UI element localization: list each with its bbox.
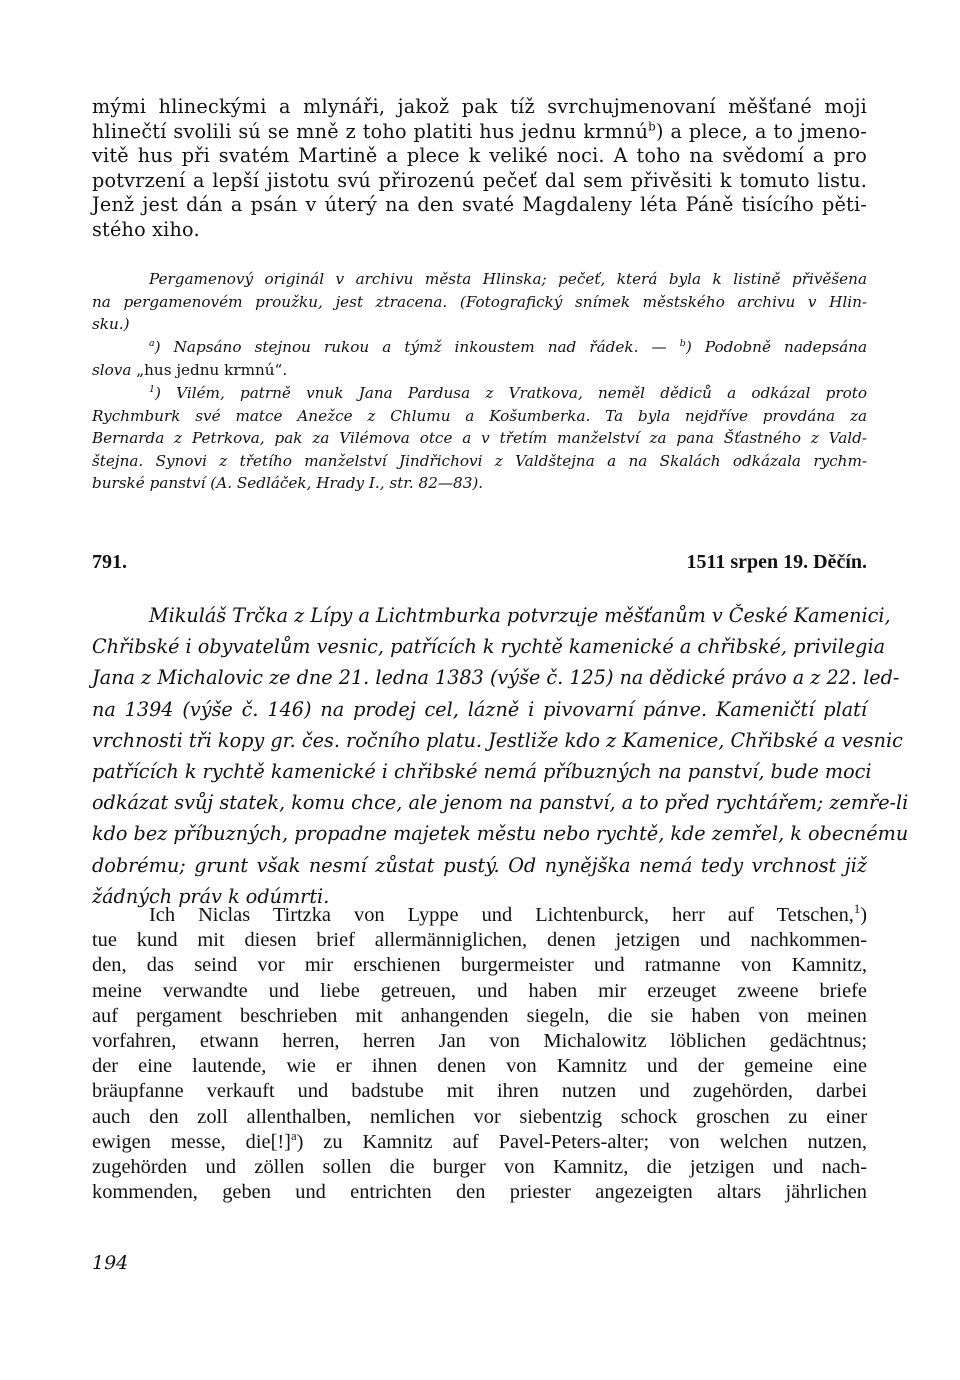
text-line: auf pergament beschrieben mit anhangenden siegeln, die sie haben von meinen xyxy=(92,1004,867,1027)
note-line: $^a$) Napsáno stejnou rukou a týmž inkoustem nad řádek. — $^b$) Podobně nadepsána xyxy=(149,337,867,356)
note-line: sku.) xyxy=(92,315,130,333)
text-line: bräupfanne verkauft und badstube mit ihren nutzen und zugehörden, darbei xyxy=(92,1080,867,1103)
note-line: na pergamenovém proužku, jest ztracena. (Fotografický snímek městského archivu v Hlin- xyxy=(92,292,867,311)
note-line: burské panství (A. Sedláček, Hrady I., str. 82—83). xyxy=(92,474,484,492)
document-number: 791. xyxy=(92,551,127,573)
footnote-mark: 1 xyxy=(853,902,861,917)
note-line: slova „hus jednu krmnú“. xyxy=(92,360,288,379)
note-line: Bernarda z Petrkova, pak za Vilémova otce a v třetím manželství za pana Šťastného z Vald- xyxy=(92,429,867,447)
text-line: ewigen messe, die[!]$^a$) zu Kamnitz auf Pavel-Peters-alter; von welchen nutzen, xyxy=(92,1129,867,1153)
footnote-mark: a xyxy=(290,1129,297,1144)
text-line: mými hlineckými a mlynáři, jakož pak tíž svrchujmenovaní měšťané moji xyxy=(92,95,867,118)
top-paragraph xyxy=(92,95,867,242)
regest-line: Jana z Michalovic ze dne 21. ledna 1383 (výše č. 125) na dědické právo a z 22. led- xyxy=(92,666,900,690)
regest-line: žádných práv k odúmrti. xyxy=(92,884,330,908)
footnote xyxy=(92,382,867,495)
regest xyxy=(92,600,909,912)
text-line: Ich Niclas Tirtzka von Lyppe und Lichtenburck, herr auf Tetschen,$^1$) xyxy=(149,902,867,926)
text-line: Jenž jest dán a psán v úterý na den svaté Magdaleny léta Páně tisícího pěti- xyxy=(92,193,867,216)
text-line: hlinečtí svolili sú se mně z toho platiti hus jednu krmnú$^b$) a plece, a to jmeno- xyxy=(92,119,867,143)
text-line: tue kund mit diesen brief allermänniglichen, denen jetzigen und nachkommen- xyxy=(92,929,867,952)
text-line: auch den zoll allenthalben, nemlichen vor siebentzig schock groschen zu einer xyxy=(92,1105,867,1128)
page-number: 194 xyxy=(92,1252,129,1274)
regest-line: odkázat svůj statek, komu chce, ale jenom na panství, a to před rychtářem; zemře-li xyxy=(92,791,909,815)
text-line: potvrzení a lepší jistotu svú přirozenú pečeť dal sem přivěsiti k tomuto listu. xyxy=(92,168,867,192)
german-text xyxy=(92,903,867,1205)
regest-line: Chřibské i obyvatelům vesnic, patřících k rychtě kamenické a chřibské, privilegia xyxy=(92,635,886,659)
text-line: vitě hus při svatém Martině a plece k veliké noci. A toho na svědomí a pro xyxy=(92,144,867,167)
document-date-place: 1511 srpen 19. Děčín. xyxy=(686,551,867,573)
text-line: der eine lautende, wie er ihnen denen von Kamnitz und der gemeine eine xyxy=(92,1055,867,1078)
textual-notes xyxy=(92,336,867,381)
note-mark: b xyxy=(679,337,686,349)
text-line: kommenden, geben und entrichten den priester angezeigten altars jährlichen xyxy=(92,1181,867,1204)
note-mark: a xyxy=(149,337,155,349)
regest-line: kdo bez příbuzných, propadne majetek městu nebo rychtě, kde zemřel, k obecnému xyxy=(92,822,909,846)
text-line: vorfahren, etwann herren, herren Jan von Michalowitz löblichen gedächtnus; xyxy=(92,1030,867,1053)
note-line: štejna. Synovi z třetího manželství Jindřichovi z Valdštejna a na Skalách odkázala rychm- xyxy=(92,451,867,470)
text-line: stého xiho. xyxy=(92,217,200,241)
regest-line: Mikuláš Trčka z Lípy a Lichtmburka potvrzuje měšťanům v České Kamenici, xyxy=(149,604,891,627)
regest-line: patřících k rychtě kamenické i chřibské nemá příbuzných na panství, bude moci xyxy=(92,760,872,784)
text-line: zugehörden und zöllen sollen die burger von Kamnitz, die jetzigen und nach- xyxy=(92,1156,867,1179)
footnote-mark: b xyxy=(648,119,656,134)
footnote-mark: 1 xyxy=(149,383,155,395)
note-line: Pergamenový originál v archivu města Hlinska; pečeť, která byla k listině přivěšena xyxy=(149,270,867,288)
text-line: den, das seind vor mir erschienen burgermeister und ratmanne von Kamnitz, xyxy=(92,954,867,977)
note-line: Rychmburk své matce Anežce z Chlumu a Košumberka. Ta byla nejdříve provdána za xyxy=(92,406,867,425)
source-note xyxy=(92,268,867,336)
note-line: $^1$) Vilém, patrně vnuk Jana Pardusa z Vratkova, neměl dědiců a odkázal proto xyxy=(149,383,867,402)
regest-line: na 1394 (výše č. 146) na prodej cel, lázně i pivovarní pánve. Kameničtí platí xyxy=(92,697,867,721)
text-line: meine verwandte und liebe getreuen, und haben mir erzeuget zweene briefe xyxy=(92,979,867,1002)
regest-line: vrchnosti tři kopy gr. čes. ročního platu. Jestliže kdo z Kamenice, Chřibské a vesnic xyxy=(92,728,903,752)
regest-line: dobrému; grunt však nesmí zůstat pustý. Od nynějška nemá tedy vrchnost již xyxy=(92,853,867,877)
